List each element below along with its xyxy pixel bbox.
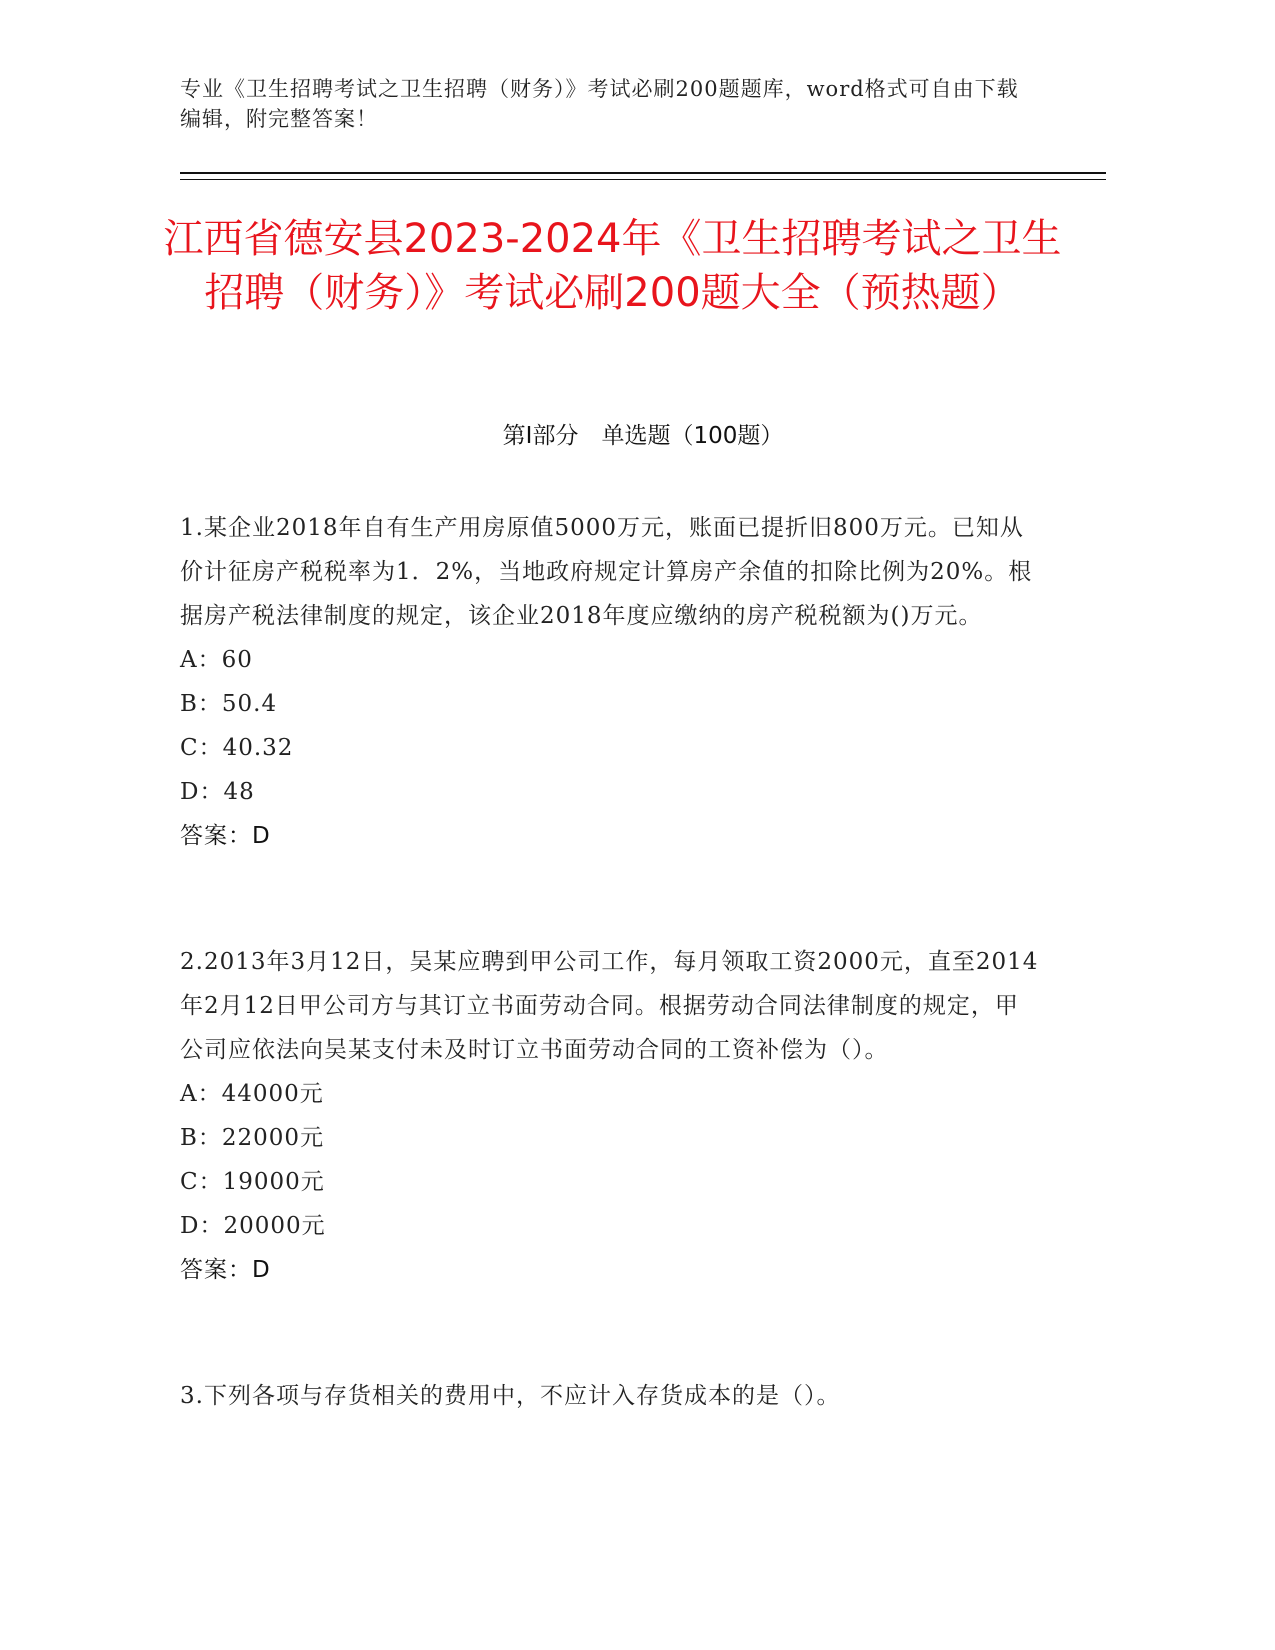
- option-b: B：50.4: [180, 691, 278, 717]
- question-3: [180, 1374, 1040, 1418]
- question-1: [180, 506, 1040, 858]
- question-text: 2.2013年3月12日，吴某应聘到甲公司工作，每月领取工资2000元，直至2014年2月12日甲公司方与其订立书面劳动合同。根据劳动合同法律制度的规定，甲公司应依法向吴某支付未及时订立书面劳动合同的工资补偿为（）。: [180, 949, 1039, 1063]
- answer-line: 答案：D: [180, 1257, 271, 1283]
- header-rule-thin: [180, 179, 1106, 180]
- option-a: A：44000元: [180, 1081, 324, 1107]
- option-b: B：22000元: [180, 1125, 325, 1151]
- answer-line: 答案：D: [180, 823, 271, 849]
- option-d: D：48: [180, 779, 255, 805]
- document-title: 江西省德安县2023-2024年《卫生招聘考试之卫生招聘（财务）》考试必刷200题大全（预热题）: [163, 216, 1062, 316]
- intro-text: 专业《卫生招聘考试之卫生招聘（财务）》考试必刷200题题库，word格式可自由下载编辑，附完整答案！: [180, 77, 1019, 131]
- section-heading: 第Ⅰ部分 单选题（100题）: [502, 423, 784, 449]
- option-c: C：40.32: [180, 735, 294, 761]
- question-2: [180, 940, 1040, 1292]
- option-d: D：20000元: [180, 1213, 326, 1239]
- option-a: A：60: [180, 647, 253, 673]
- question-text: 1.某企业2018年自有生产用房原值5000万元，账面已提折旧800万元。已知从价计征房产税税率为1．2%，当地政府规定计算房产余值的扣除比例为20%。根据房产税法律制度的规定，该企业2018年度应缴纳的房产税税额为()万元。: [180, 515, 1033, 629]
- header-rule-thick: [180, 172, 1106, 174]
- option-c: C：19000元: [180, 1169, 325, 1195]
- question-text: 3.下列各项与存货相关的费用中，不应计入存货成本的是（）。: [180, 1383, 841, 1409]
